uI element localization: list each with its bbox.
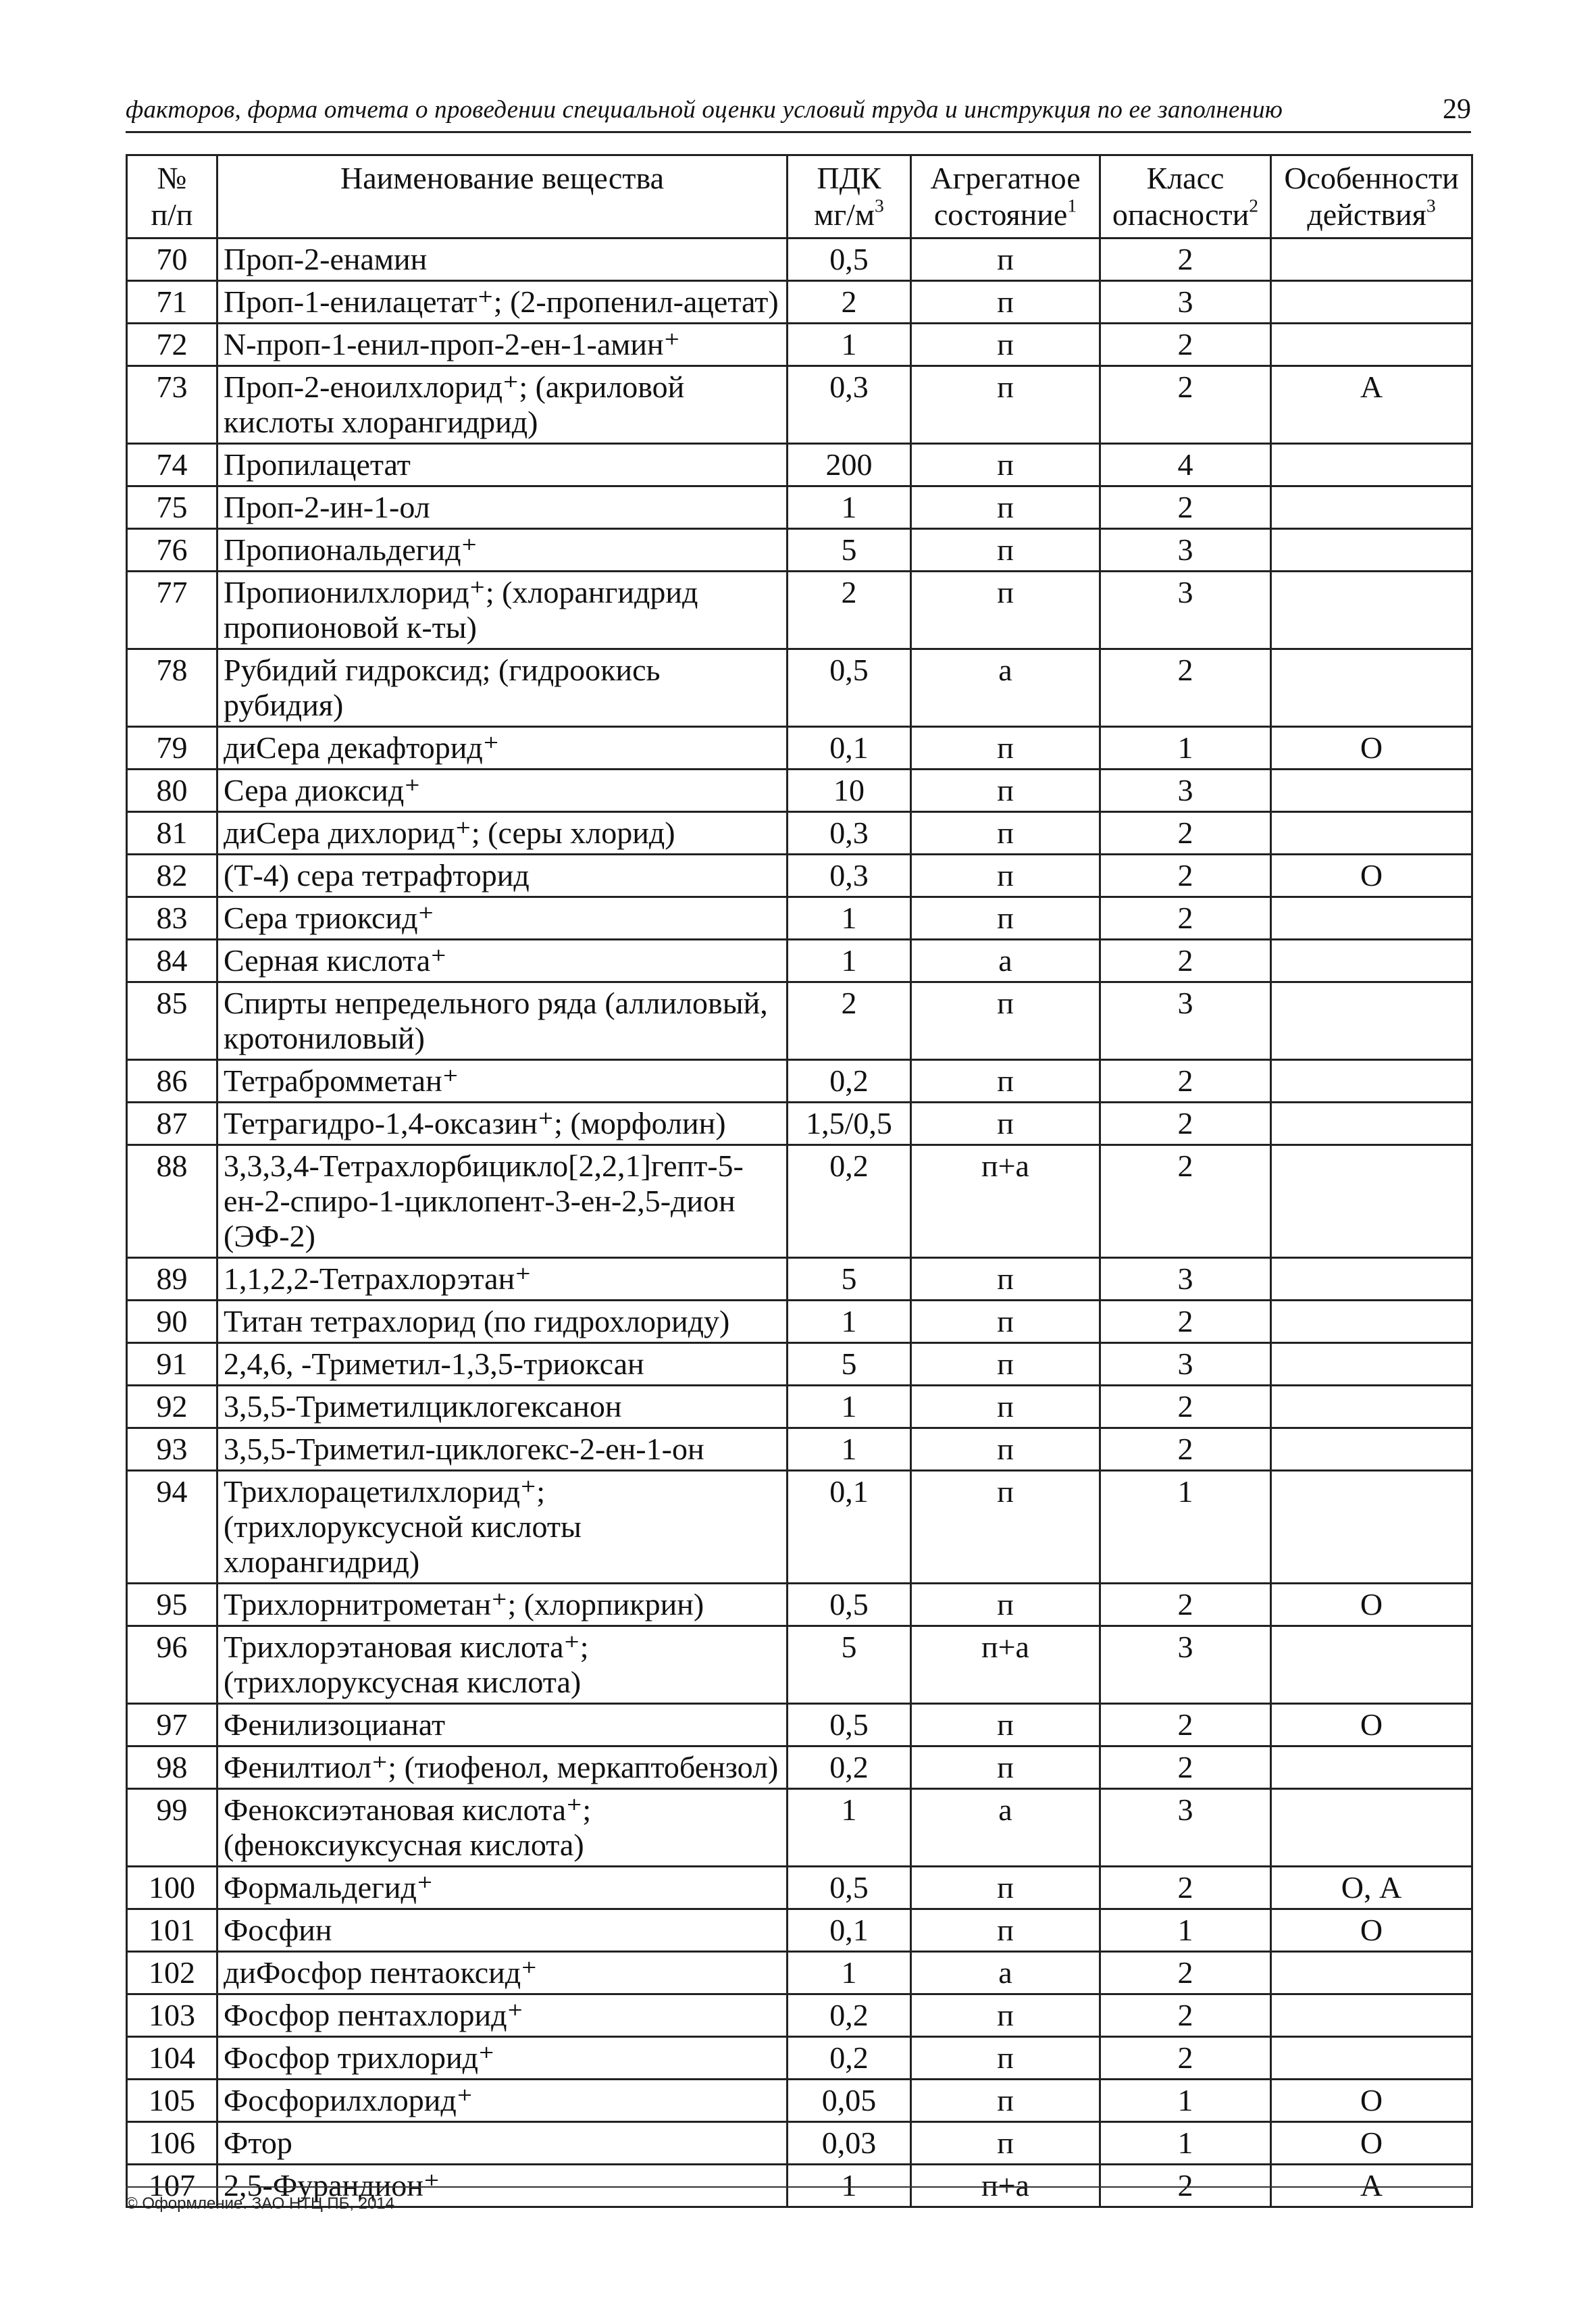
- cell-hazard-class: 2: [1100, 2165, 1271, 2207]
- cell-action-features: О: [1271, 727, 1472, 770]
- table-row: [127, 812, 1472, 855]
- cell-hazard-class: 2: [1100, 324, 1271, 366]
- table-row: [127, 855, 1472, 897]
- cell-action-features: [1271, 1789, 1472, 1867]
- cell-pdk: 2: [788, 572, 911, 649]
- table-row: [127, 1746, 1472, 1789]
- cell-number: 96: [127, 1626, 217, 1704]
- cell-action-features: О: [1271, 1909, 1472, 1952]
- table-row: [127, 1343, 1472, 1386]
- cell-aggregate-state: п: [911, 529, 1100, 572]
- cell-pdk: 2: [788, 982, 911, 1060]
- cell-aggregate-state: а: [911, 649, 1100, 727]
- cell-pdk: 1: [788, 2165, 911, 2207]
- cell-substance-name: (Т-4) сера тетрафторид: [217, 855, 788, 897]
- cell-aggregate-state: п: [911, 855, 1100, 897]
- table-body: [127, 238, 1472, 2207]
- table-row: [127, 444, 1472, 486]
- running-header-title: факторов, форма отчета о проведении специальной оценки условий труда и инструкция по ее заполнению: [126, 96, 1283, 124]
- cell-hazard-class: 2: [1100, 1103, 1271, 1145]
- cell-number: 100: [127, 1867, 217, 1909]
- cell-pdk: 0,2: [788, 2037, 911, 2080]
- table-row: [127, 727, 1472, 770]
- cell-hazard-class: 2: [1100, 1704, 1271, 1746]
- cell-action-features: [1271, 1746, 1472, 1789]
- cell-aggregate-state: п: [911, 2037, 1100, 2080]
- cell-action-features: [1271, 1994, 1472, 2037]
- col-header-name: Наименование вещества: [217, 155, 788, 238]
- cell-action-features: [1271, 940, 1472, 982]
- cell-action-features: [1271, 1060, 1472, 1103]
- cell-pdk: 0,5: [788, 238, 911, 281]
- cell-number: 74: [127, 444, 217, 486]
- cell-substance-name: Фосфорилхлорид⁺: [217, 2080, 788, 2122]
- cell-substance-name: диСера дихлорид⁺; (серы хлорид): [217, 812, 788, 855]
- cell-hazard-class: 2: [1100, 897, 1271, 940]
- cell-pdk: 0,1: [788, 1909, 911, 1952]
- cell-substance-name: Пропиональдегид⁺: [217, 529, 788, 572]
- cell-number: 105: [127, 2080, 217, 2122]
- cell-pdk: 1: [788, 1789, 911, 1867]
- cell-action-features: [1271, 897, 1472, 940]
- cell-number: 97: [127, 1704, 217, 1746]
- cell-number: 107: [127, 2165, 217, 2207]
- cell-action-features: [1271, 1301, 1472, 1343]
- cell-number: 81: [127, 812, 217, 855]
- cell-number: 89: [127, 1258, 217, 1301]
- cell-action-features: А: [1271, 366, 1472, 444]
- cell-pdk: 0,5: [788, 649, 911, 727]
- cell-hazard-class: 2: [1100, 1584, 1271, 1626]
- cell-pdk: 0,2: [788, 1060, 911, 1103]
- cell-hazard-class: 2: [1100, 1994, 1271, 2037]
- cell-pdk: 1: [788, 324, 911, 366]
- table-row: [127, 1103, 1472, 1145]
- cell-substance-name: Пропилацетат: [217, 444, 788, 486]
- cell-number: 85: [127, 982, 217, 1060]
- cell-pdk: 5: [788, 1343, 911, 1386]
- cell-substance-name: Проп-2-енамин: [217, 238, 788, 281]
- cell-number: 75: [127, 486, 217, 529]
- cell-pdk: 0,5: [788, 1704, 911, 1746]
- cell-substance-name: 2,4,6, -Триметил-1,3,5-триоксан: [217, 1343, 788, 1386]
- cell-aggregate-state: п: [911, 238, 1100, 281]
- col-header-num: № п/п: [127, 155, 217, 238]
- cell-substance-name: 3,3,3,4-Тетрахлорбицикло[2,2,1]гепт-5-ен-2-спиро-1-циклопент-3-ен-2,5-дион (ЭФ-2): [217, 1145, 788, 1258]
- cell-action-features: О: [1271, 2080, 1472, 2122]
- cell-substance-name: Титан тетрахлорид (по гидрохлориду): [217, 1301, 788, 1343]
- cell-hazard-class: 2: [1100, 2037, 1271, 2080]
- cell-action-features: [1271, 324, 1472, 366]
- table-row: [127, 1952, 1472, 1994]
- cell-action-features: [1271, 444, 1472, 486]
- cell-action-features: А: [1271, 2165, 1472, 2207]
- cell-action-features: [1271, 812, 1472, 855]
- cell-number: 101: [127, 1909, 217, 1952]
- cell-number: 103: [127, 1994, 217, 2037]
- cell-aggregate-state: п: [911, 770, 1100, 812]
- cell-hazard-class: 2: [1100, 1060, 1271, 1103]
- cell-number: 98: [127, 1746, 217, 1789]
- cell-hazard-class: 1: [1100, 1471, 1271, 1584]
- cell-aggregate-state: п: [911, 1704, 1100, 1746]
- cell-hazard-class: 1: [1100, 2080, 1271, 2122]
- cell-aggregate-state: п: [911, 486, 1100, 529]
- cell-aggregate-state: п: [911, 281, 1100, 324]
- cell-action-features: О: [1271, 1584, 1472, 1626]
- cell-number: 79: [127, 727, 217, 770]
- cell-hazard-class: 4: [1100, 444, 1271, 486]
- table-row: [127, 529, 1472, 572]
- cell-hazard-class: 3: [1100, 1343, 1271, 1386]
- cell-aggregate-state: п: [911, 324, 1100, 366]
- cell-number: 76: [127, 529, 217, 572]
- table-row: [127, 2122, 1472, 2165]
- cell-action-features: [1271, 1258, 1472, 1301]
- cell-pdk: 0,2: [788, 1746, 911, 1789]
- cell-hazard-class: 2: [1100, 366, 1271, 444]
- cell-action-features: [1271, 486, 1472, 529]
- cell-number: 84: [127, 940, 217, 982]
- table-row: [127, 649, 1472, 727]
- cell-pdk: 1: [788, 1301, 911, 1343]
- table-row: [127, 897, 1472, 940]
- cell-pdk: 2: [788, 281, 911, 324]
- substances-table: [126, 154, 1473, 2208]
- cell-aggregate-state: п: [911, 366, 1100, 444]
- cell-pdk: 5: [788, 1258, 911, 1301]
- cell-action-features: О: [1271, 855, 1472, 897]
- cell-pdk: 0,2: [788, 1994, 911, 2037]
- col-header-pdk: ПДК $мг/м^3$: [788, 155, 911, 238]
- cell-substance-name: Серная кислота⁺: [217, 940, 788, 982]
- table-row: [127, 1060, 1472, 1103]
- cell-substance-name: Фосфор трихлорид⁺: [217, 2037, 788, 2080]
- cell-substance-name: Формальдегид⁺: [217, 1867, 788, 1909]
- table-row: [127, 1584, 1472, 1626]
- table-row: [127, 1867, 1472, 1909]
- cell-action-features: [1271, 1343, 1472, 1386]
- cell-substance-name: N-проп-1-енил-проп-2-ен-1-амин⁺: [217, 324, 788, 366]
- cell-number: 77: [127, 572, 217, 649]
- cell-pdk: 0,1: [788, 1471, 911, 1584]
- cell-aggregate-state: п: [911, 982, 1100, 1060]
- cell-action-features: [1271, 238, 1472, 281]
- cell-action-features: [1271, 1952, 1472, 1994]
- cell-aggregate-state: а: [911, 1789, 1100, 1867]
- cell-aggregate-state: а: [911, 940, 1100, 982]
- cell-action-features: [1271, 1386, 1472, 1428]
- cell-hazard-class: 3: [1100, 572, 1271, 649]
- cell-substance-name: 2,5-Фурандион⁺: [217, 2165, 788, 2207]
- cell-pdk: 0,3: [788, 812, 911, 855]
- cell-number: 94: [127, 1471, 217, 1584]
- cell-aggregate-state: п: [911, 1343, 1100, 1386]
- cell-substance-name: Тетрабромметан⁺: [217, 1060, 788, 1103]
- cell-substance-name: Пропионилхлорид⁺; (хлорангидрид пропионовой к-ты): [217, 572, 788, 649]
- cell-pdk: 1: [788, 897, 911, 940]
- cell-action-features: [1271, 770, 1472, 812]
- cell-substance-name: Фосфин: [217, 1909, 788, 1952]
- cell-aggregate-state: п: [911, 1060, 1100, 1103]
- cell-action-features: [1271, 1626, 1472, 1704]
- cell-hazard-class: 2: [1100, 649, 1271, 727]
- cell-action-features: [1271, 2037, 1472, 2080]
- footer-divider: [126, 2186, 1471, 2188]
- cell-pdk: 5: [788, 529, 911, 572]
- cell-hazard-class: 1: [1100, 2122, 1271, 2165]
- cell-pdk: 5: [788, 1626, 911, 1704]
- cell-substance-name: Фтор: [217, 2122, 788, 2165]
- cell-pdk: 0,1: [788, 727, 911, 770]
- table-row: [127, 1909, 1472, 1952]
- cell-action-features: [1271, 1145, 1472, 1258]
- cell-number: 73: [127, 366, 217, 444]
- cell-number: 90: [127, 1301, 217, 1343]
- cell-substance-name: Трихлорэтановая кислота⁺; (трихлоруксусная кислота): [217, 1626, 788, 1704]
- cell-substance-name: Сера диоксид⁺: [217, 770, 788, 812]
- col-header-hazard-class: Класс опасности$^2$: [1100, 155, 1271, 238]
- cell-hazard-class: 2: [1100, 1301, 1271, 1343]
- cell-substance-name: диСера декафторид⁺: [217, 727, 788, 770]
- cell-action-features: [1271, 1103, 1472, 1145]
- table-row: [127, 1994, 1472, 2037]
- table-row: [127, 1626, 1472, 1704]
- cell-pdk: 0,03: [788, 2122, 911, 2165]
- cell-number: 92: [127, 1386, 217, 1428]
- cell-aggregate-state: п: [911, 1867, 1100, 1909]
- table-row: [127, 572, 1472, 649]
- table-row: [127, 770, 1472, 812]
- col-header-aggregate-state: Агрегатное состояние$^1$: [911, 155, 1100, 238]
- cell-substance-name: Проп-2-ин-1-ол: [217, 486, 788, 529]
- cell-pdk: 0,3: [788, 855, 911, 897]
- cell-hazard-class: 3: [1100, 982, 1271, 1060]
- cell-number: 87: [127, 1103, 217, 1145]
- table-row: [127, 2080, 1472, 2122]
- cell-number: 82: [127, 855, 217, 897]
- table-row: [127, 1145, 1472, 1258]
- cell-substance-name: диФосфор пентаоксид⁺: [217, 1952, 788, 1994]
- cell-aggregate-state: п: [911, 1994, 1100, 2037]
- cell-aggregate-state: п: [911, 1301, 1100, 1343]
- cell-aggregate-state: п+а: [911, 1145, 1100, 1258]
- cell-hazard-class: 2: [1100, 1386, 1271, 1428]
- cell-hazard-class: 3: [1100, 1626, 1271, 1704]
- table-header-row: [127, 155, 1472, 238]
- cell-pdk: 0,05: [788, 2080, 911, 2122]
- cell-substance-name: Тетрагидро-1,4-оксазин⁺; (морфолин): [217, 1103, 788, 1145]
- cell-pdk: 1: [788, 486, 911, 529]
- table-row: [127, 2037, 1472, 2080]
- cell-substance-name: 1,1,2,2-Тетрахлорэтан⁺: [217, 1258, 788, 1301]
- cell-aggregate-state: п+а: [911, 2165, 1100, 2207]
- cell-substance-name: 3,5,5-Триметилциклогексанон: [217, 1386, 788, 1428]
- cell-hazard-class: 2: [1100, 855, 1271, 897]
- cell-hazard-class: 2: [1100, 1145, 1271, 1258]
- cell-aggregate-state: а: [911, 1952, 1100, 1994]
- running-header: [126, 89, 1471, 133]
- cell-action-features: [1271, 1471, 1472, 1584]
- cell-aggregate-state: п: [911, 572, 1100, 649]
- cell-action-features: [1271, 281, 1472, 324]
- cell-hazard-class: 2: [1100, 1952, 1271, 1994]
- table-row: [127, 1704, 1472, 1746]
- cell-pdk: 1: [788, 1386, 911, 1428]
- cell-number: 91: [127, 1343, 217, 1386]
- page-number: 29: [1443, 94, 1471, 125]
- cell-aggregate-state: п: [911, 1746, 1100, 1789]
- cell-action-features: [1271, 572, 1472, 649]
- cell-hazard-class: 2: [1100, 486, 1271, 529]
- table-row: [127, 281, 1472, 324]
- cell-number: 99: [127, 1789, 217, 1867]
- cell-hazard-class: 3: [1100, 1789, 1271, 1867]
- cell-substance-name: Феноксиэтановая кислота⁺; (феноксиуксусная кислота): [217, 1789, 788, 1867]
- footer-copyright: © Оформление. ЗАО НТЦ ПБ, 2014: [126, 2194, 395, 2213]
- cell-number: 83: [127, 897, 217, 940]
- cell-pdk: 1: [788, 940, 911, 982]
- cell-hazard-class: 3: [1100, 281, 1271, 324]
- cell-hazard-class: 3: [1100, 1258, 1271, 1301]
- cell-aggregate-state: п: [911, 1909, 1100, 1952]
- cell-pdk: 0,5: [788, 1584, 911, 1626]
- cell-number: 88: [127, 1145, 217, 1258]
- cell-hazard-class: 2: [1100, 812, 1271, 855]
- table-row: [127, 1258, 1472, 1301]
- table-row: [127, 982, 1472, 1060]
- cell-action-features: О: [1271, 1704, 1472, 1746]
- cell-aggregate-state: п: [911, 2122, 1100, 2165]
- table-row: [127, 940, 1472, 982]
- table-row: [127, 1789, 1472, 1867]
- cell-hazard-class: 1: [1100, 727, 1271, 770]
- cell-substance-name: 3,5,5-Триметил-циклогекс-2-ен-1-он: [217, 1428, 788, 1471]
- cell-action-features: [1271, 1428, 1472, 1471]
- cell-pdk: 1,5/0,5: [788, 1103, 911, 1145]
- cell-aggregate-state: п: [911, 1471, 1100, 1584]
- cell-pdk: 0,2: [788, 1145, 911, 1258]
- cell-action-features: [1271, 529, 1472, 572]
- cell-number: 93: [127, 1428, 217, 1471]
- cell-action-features: [1271, 649, 1472, 727]
- cell-aggregate-state: п: [911, 2080, 1100, 2122]
- cell-number: 70: [127, 238, 217, 281]
- cell-number: 95: [127, 1584, 217, 1626]
- table-row: [127, 324, 1472, 366]
- table-row: [127, 486, 1472, 529]
- table-row: [127, 1301, 1472, 1343]
- table-row: [127, 1386, 1472, 1428]
- cell-aggregate-state: п: [911, 1428, 1100, 1471]
- cell-number: 80: [127, 770, 217, 812]
- cell-aggregate-state: п: [911, 1386, 1100, 1428]
- table-row: [127, 238, 1472, 281]
- cell-pdk: 0,5: [788, 1867, 911, 1909]
- cell-substance-name: Сера триоксид⁺: [217, 897, 788, 940]
- cell-substance-name: Проп-1-енилацетат⁺; (2-пропенил-ацетат): [217, 281, 788, 324]
- cell-action-features: О, А: [1271, 1867, 1472, 1909]
- cell-aggregate-state: п: [911, 812, 1100, 855]
- cell-hazard-class: 1: [1100, 1909, 1271, 1952]
- cell-hazard-class: 2: [1100, 1867, 1271, 1909]
- cell-aggregate-state: п: [911, 1103, 1100, 1145]
- cell-hazard-class: 3: [1100, 529, 1271, 572]
- cell-aggregate-state: п+а: [911, 1626, 1100, 1704]
- cell-aggregate-state: п: [911, 444, 1100, 486]
- cell-hazard-class: 2: [1100, 940, 1271, 982]
- cell-substance-name: Фосфор пентахлорид⁺: [217, 1994, 788, 2037]
- cell-substance-name: Фенилтиол⁺; (тиофенол, меркаптобензол): [217, 1746, 788, 1789]
- cell-number: 102: [127, 1952, 217, 1994]
- col-header-action-features: Особенности действия$^3$: [1271, 155, 1472, 238]
- cell-number: 104: [127, 2037, 217, 2080]
- cell-number: 86: [127, 1060, 217, 1103]
- cell-number: 78: [127, 649, 217, 727]
- cell-pdk: 0,3: [788, 366, 911, 444]
- cell-action-features: [1271, 982, 1472, 1060]
- cell-pdk: 10: [788, 770, 911, 812]
- table-row: [127, 366, 1472, 444]
- cell-aggregate-state: п: [911, 1584, 1100, 1626]
- cell-number: 72: [127, 324, 217, 366]
- cell-substance-name: Проп-2-еноилхлорид⁺; (акриловой кислоты хлорангидрид): [217, 366, 788, 444]
- cell-number: 106: [127, 2122, 217, 2165]
- cell-aggregate-state: п: [911, 727, 1100, 770]
- cell-aggregate-state: п: [911, 897, 1100, 940]
- cell-hazard-class: 2: [1100, 238, 1271, 281]
- cell-pdk: 200: [788, 444, 911, 486]
- cell-pdk: 1: [788, 1952, 911, 1994]
- cell-substance-name: Спирты непредельного ряда (аллиловый, кротониловый): [217, 982, 788, 1060]
- cell-substance-name: Трихлорацетилхлорид⁺; (трихлоруксусной кислоты хлорангидрид): [217, 1471, 788, 1584]
- cell-hazard-class: 3: [1100, 770, 1271, 812]
- cell-number: 71: [127, 281, 217, 324]
- cell-hazard-class: 2: [1100, 1746, 1271, 1789]
- cell-aggregate-state: п: [911, 1258, 1100, 1301]
- cell-substance-name: Рубидий гидроксид; (гидроокись рубидия): [217, 649, 788, 727]
- cell-pdk: 1: [788, 1428, 911, 1471]
- cell-substance-name: Трихлорнитрометан⁺; (хлорпикрин): [217, 1584, 788, 1626]
- cell-substance-name: Фенилизоцианат: [217, 1704, 788, 1746]
- cell-hazard-class: 2: [1100, 1428, 1271, 1471]
- table-row: [127, 1471, 1472, 1584]
- cell-action-features: О: [1271, 2122, 1472, 2165]
- table-row: [127, 1428, 1472, 1471]
